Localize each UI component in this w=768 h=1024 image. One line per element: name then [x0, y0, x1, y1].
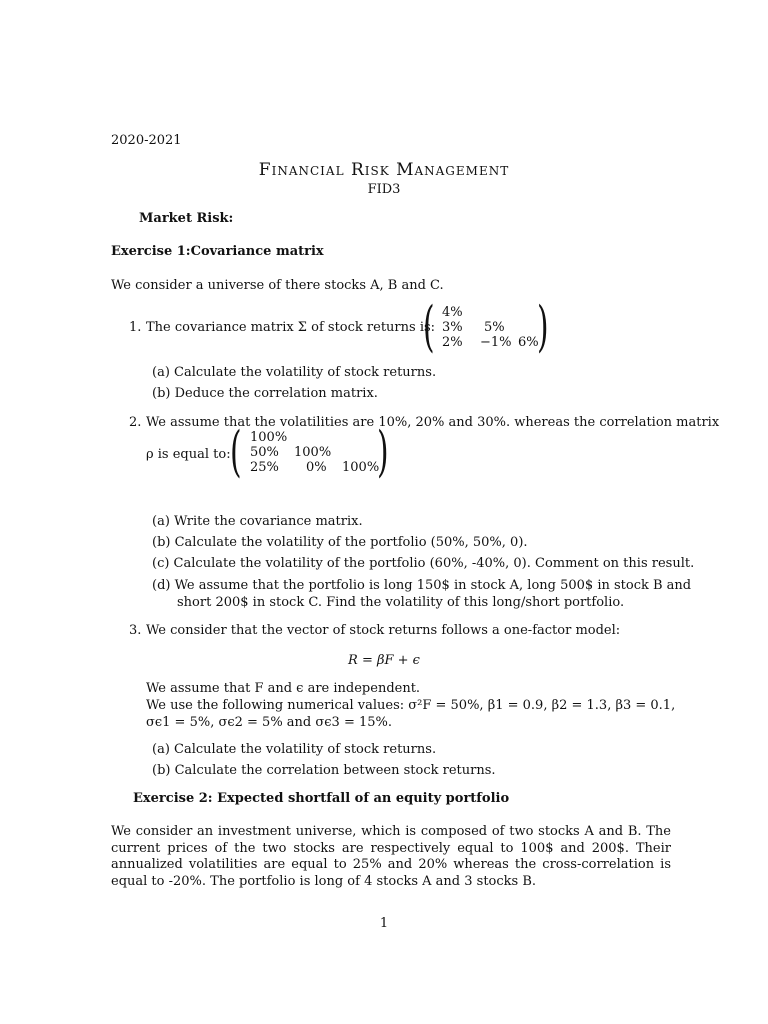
- exercise2-paragraph: We consider an investment universe, which is composed of two stocks A and B. The current prices of the two stocks are respectively equal to 100$ and 200$. Their annualized volatilities are equal to 25% and 20% whereas the cross-correlation is equal to -20%. The portfolio is long of 4 stocks A and 3 stocks B.: [111, 824, 671, 889]
- matrix-cell: 25%: [250, 460, 279, 475]
- exercise2-heading: Exercise 2: Expected shortfall of an equity portfolio: [133, 791, 510, 806]
- left-paren-icon: (: [423, 295, 435, 358]
- matrix-cell: [294, 430, 342, 445]
- exercise1-heading: Exercise 1:Covariance matrix: [111, 244, 324, 259]
- matrix-cell: [518, 305, 550, 320]
- matrix-row: [442, 305, 550, 320]
- one-factor-equation: R = βF + ϵ: [348, 653, 420, 668]
- matrix-cell: 100%: [250, 430, 288, 445]
- q2-text: We assume that the volatilities are 10%, 20% and 30%. whereas the correlation matrix: [146, 415, 720, 430]
- q3-b: (b) Calculate the correlation between stock returns.: [152, 763, 496, 778]
- section-market-risk: Market Risk:: [139, 211, 234, 226]
- left-paren-icon: (: [230, 420, 242, 483]
- matrix-row: [250, 445, 385, 460]
- q2-c: (c) Calculate the volatility of the portfolio (60%, -40%, 0). Comment on this result.: [152, 556, 695, 571]
- q3-assume: We assume that F and ϵ are independent.: [146, 681, 421, 696]
- matrix-cell: 100%: [342, 460, 380, 475]
- matrix-cell: 50%: [250, 445, 279, 460]
- exercise1-intro: We consider a universe of there stocks A, B and C.: [111, 278, 444, 293]
- q2-number: 2.: [129, 415, 142, 430]
- q3-a: (a) Calculate the volatility of stock returns.: [152, 742, 437, 757]
- right-paren-icon: ): [377, 420, 389, 483]
- matrix-cell: −1%: [480, 335, 512, 350]
- matrix-row: [250, 430, 385, 445]
- document-title: Financial Risk Management: [258, 160, 510, 180]
- q1-number: 1.: [129, 320, 142, 335]
- year-label: 2020-2021: [111, 133, 182, 148]
- q3-values-line1: We use the following numerical values: σ²F = 50%, β1 = 0.9, β2 = 1.3, β3 = 0.1,: [146, 698, 676, 713]
- document-subtitle: FID3: [367, 182, 401, 197]
- page-number: 1: [379, 916, 389, 931]
- matrix-cell: [518, 320, 550, 335]
- q2-d-line1: (d) We assume that the portfolio is long 150$ in stock A, long 500$ in stock B and: [152, 578, 692, 593]
- matrix-cell: 5%: [484, 320, 505, 335]
- matrix-cell: 0%: [306, 460, 327, 475]
- q2-d-line2: short 200$ in stock C. Find the volatility of this long/short portfolio.: [177, 595, 625, 610]
- right-paren-icon: ): [537, 295, 549, 358]
- q1-a: (a) Calculate the volatility of stock returns.: [152, 365, 437, 380]
- matrix-row: [250, 460, 385, 475]
- matrix-cell: 6%: [518, 335, 539, 350]
- matrix-cell: 4%: [442, 305, 463, 320]
- q1-b: (b) Deduce the correlation matrix.: [152, 386, 378, 401]
- matrix-cell: [342, 430, 385, 445]
- matrix-row: [442, 335, 550, 350]
- q2-b: (b) Calculate the volatility of the portfolio (50%, 50%, 0).: [152, 535, 528, 550]
- matrix-cell: [342, 445, 385, 460]
- covariance-matrix-table: [442, 305, 550, 350]
- matrix-cell: 2%: [442, 335, 463, 350]
- q3-text: We consider that the vector of stock returns follows a one-factor model:: [146, 623, 621, 638]
- correlation-matrix-table: [250, 430, 385, 475]
- q1-text: The covariance matrix Σ of stock returns is:: [146, 320, 436, 335]
- q2-a: (a) Write the covariance matrix.: [152, 514, 363, 529]
- q3-number: 3.: [129, 623, 142, 638]
- matrix-cell: 100%: [294, 445, 332, 460]
- q2-rho-label: ρ is equal to:: [146, 447, 231, 462]
- matrix-row: [442, 320, 550, 335]
- q3-values-line2: σϵ1 = 5%, σϵ2 = 5% and σϵ3 = 15%.: [146, 715, 392, 730]
- matrix-cell: 3%: [442, 320, 463, 335]
- matrix-cell: [480, 305, 518, 320]
